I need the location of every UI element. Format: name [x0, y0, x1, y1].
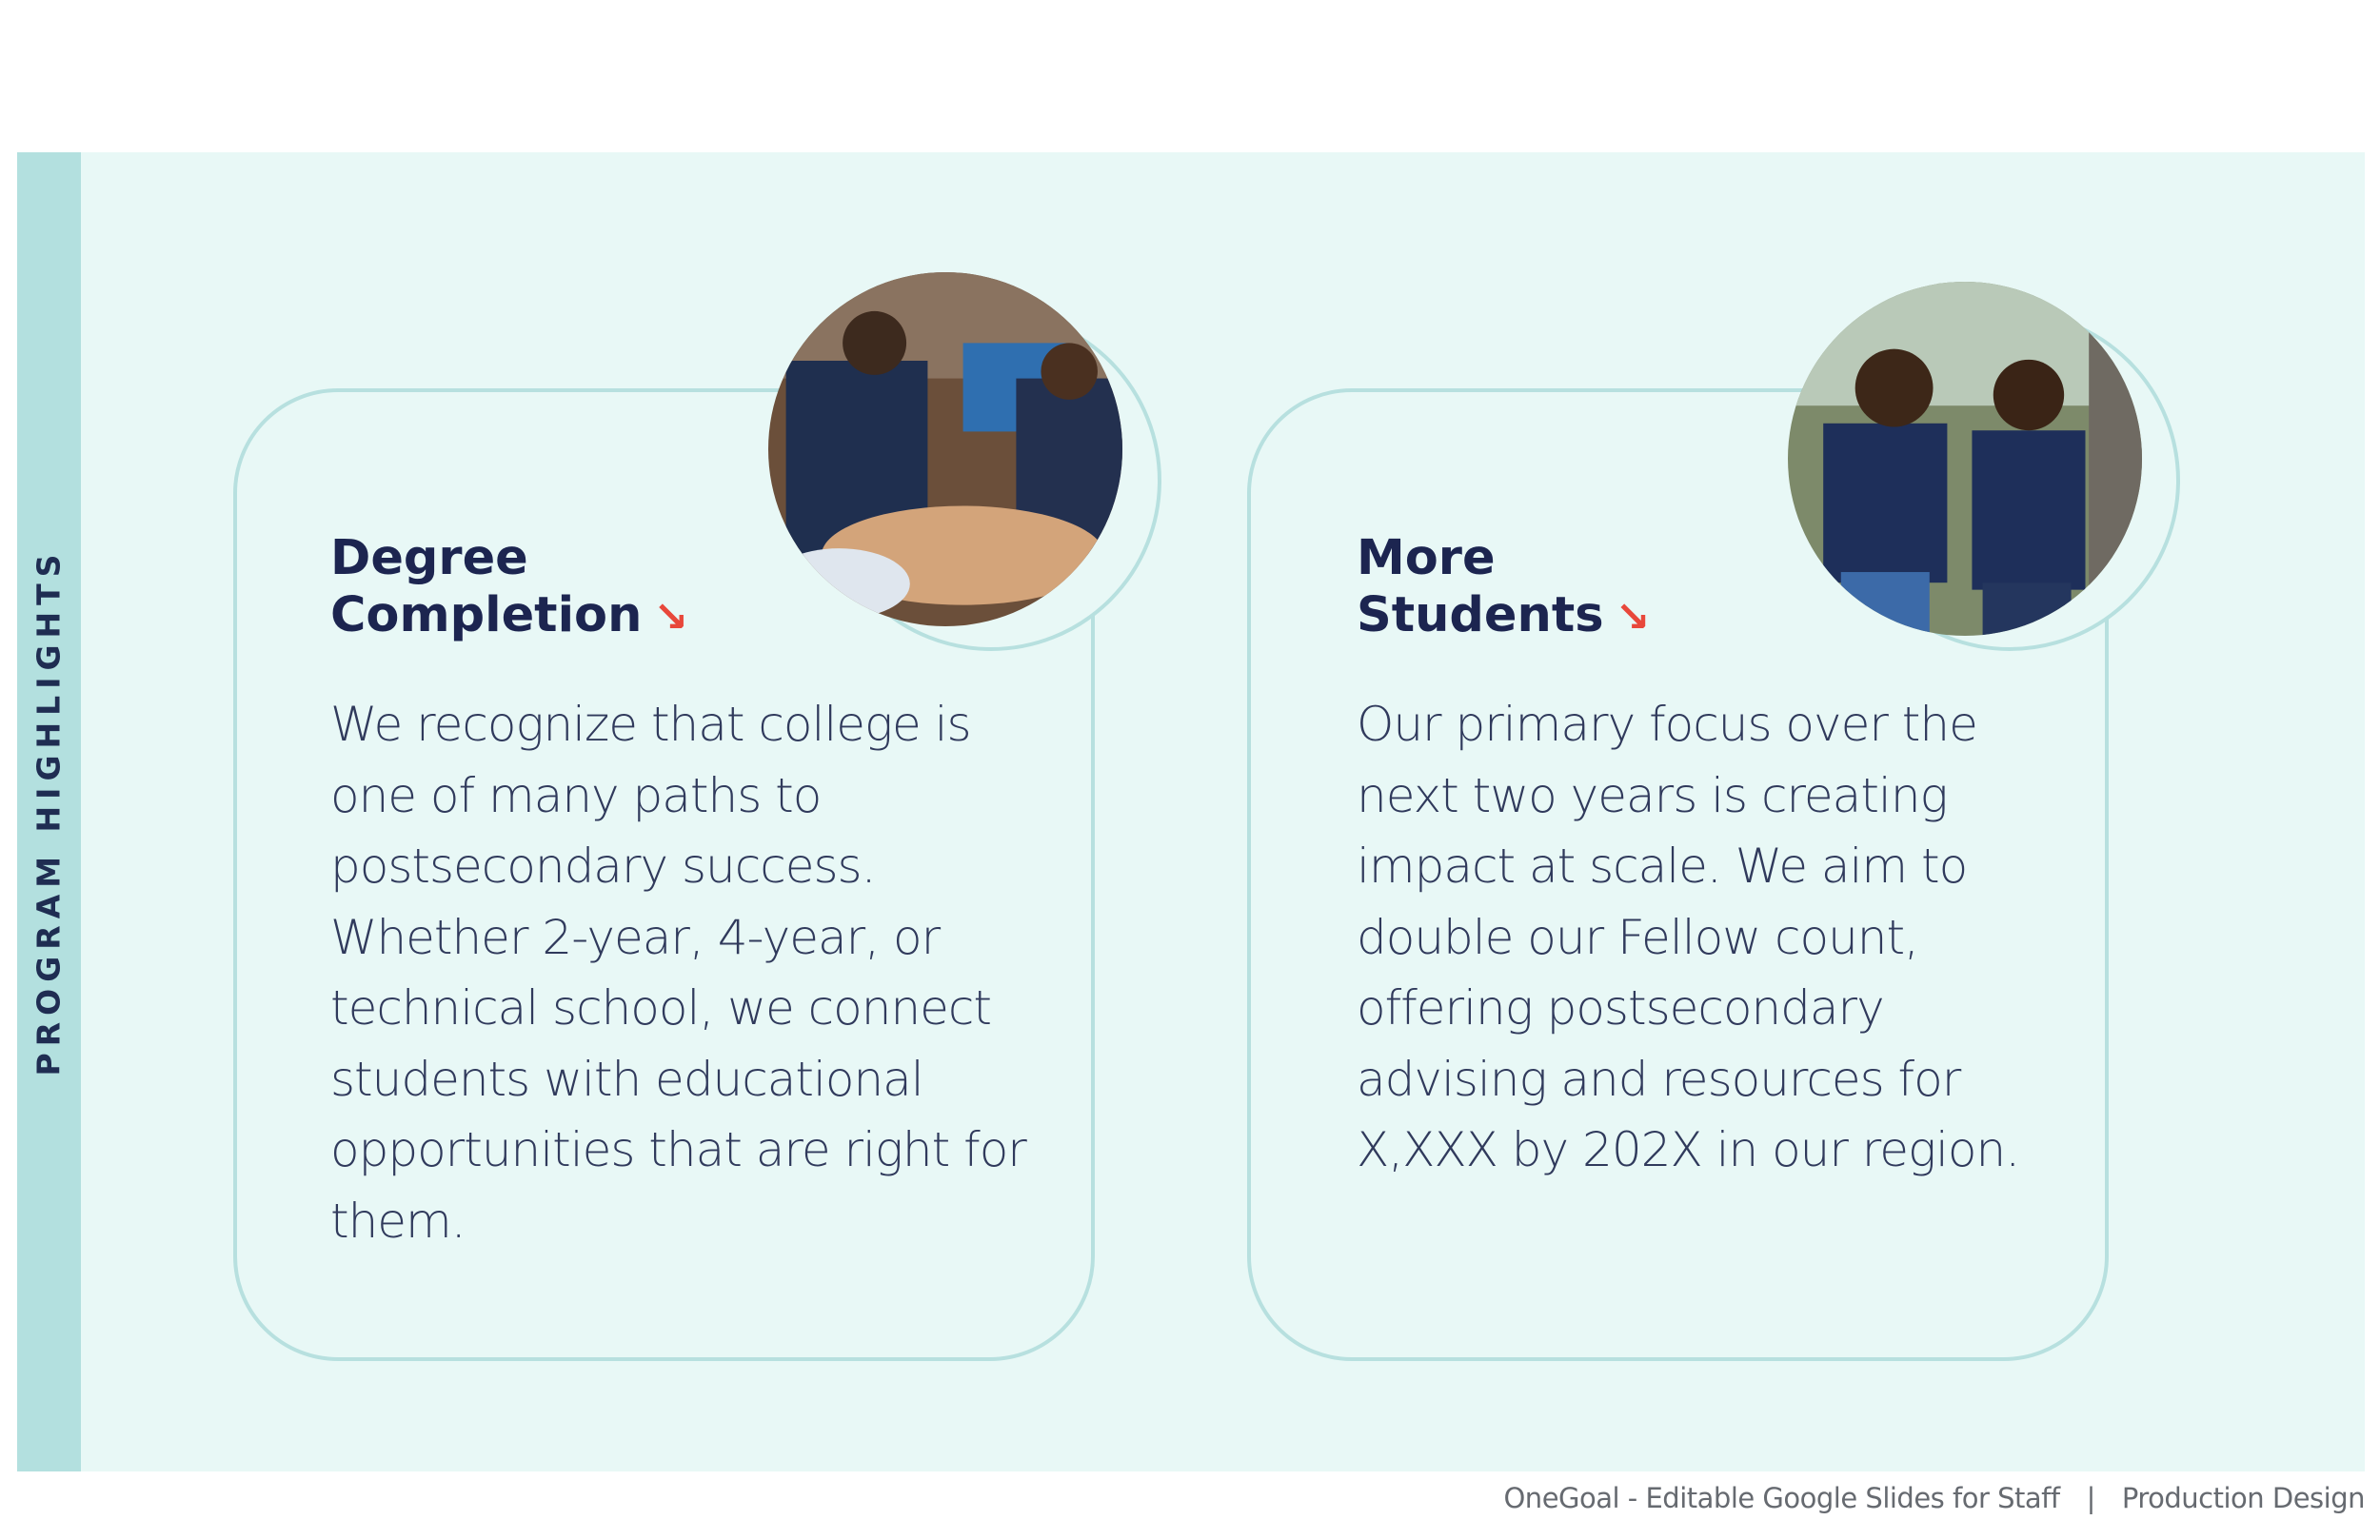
card-body: We recognize that college is one of many paths to postsecondary success. Whether 2-year, 4-year, or technical school, we connect students with educational opportunities that are right for them.: [330, 697, 1026, 1249]
arrow-down-right-icon: ↘: [653, 593, 689, 642]
photo-students-walking-outdoors: [1788, 282, 2142, 636]
footer: [1503, 1482, 2365, 1514]
card-heading: [1357, 530, 1650, 646]
card-body: Our primary focus over the next two years is creating impact at scale. We aim to double our Fellow count, offering postsecondary advising and resources for X,XXX by 202X in our region.: [1357, 697, 2020, 1177]
photo-students-medical-training: [768, 272, 1122, 626]
heading-line-1: Degree: [330, 530, 528, 586]
footer-left: OneGoal - Editable Google Slides for Staff: [1503, 1482, 2060, 1514]
heading-line-2: Completion: [330, 587, 643, 643]
heading-line-1: More: [1357, 530, 1496, 586]
card-heading: [330, 530, 688, 646]
arrow-down-right-icon: ↘: [1615, 593, 1651, 642]
side-label: PROGRAM HIGHLIGHTS: [30, 547, 68, 1076]
footer-separator: |: [2086, 1482, 2095, 1514]
heading-line-2: Students: [1357, 587, 1604, 643]
footer-right: Production Design: [2121, 1482, 2365, 1514]
